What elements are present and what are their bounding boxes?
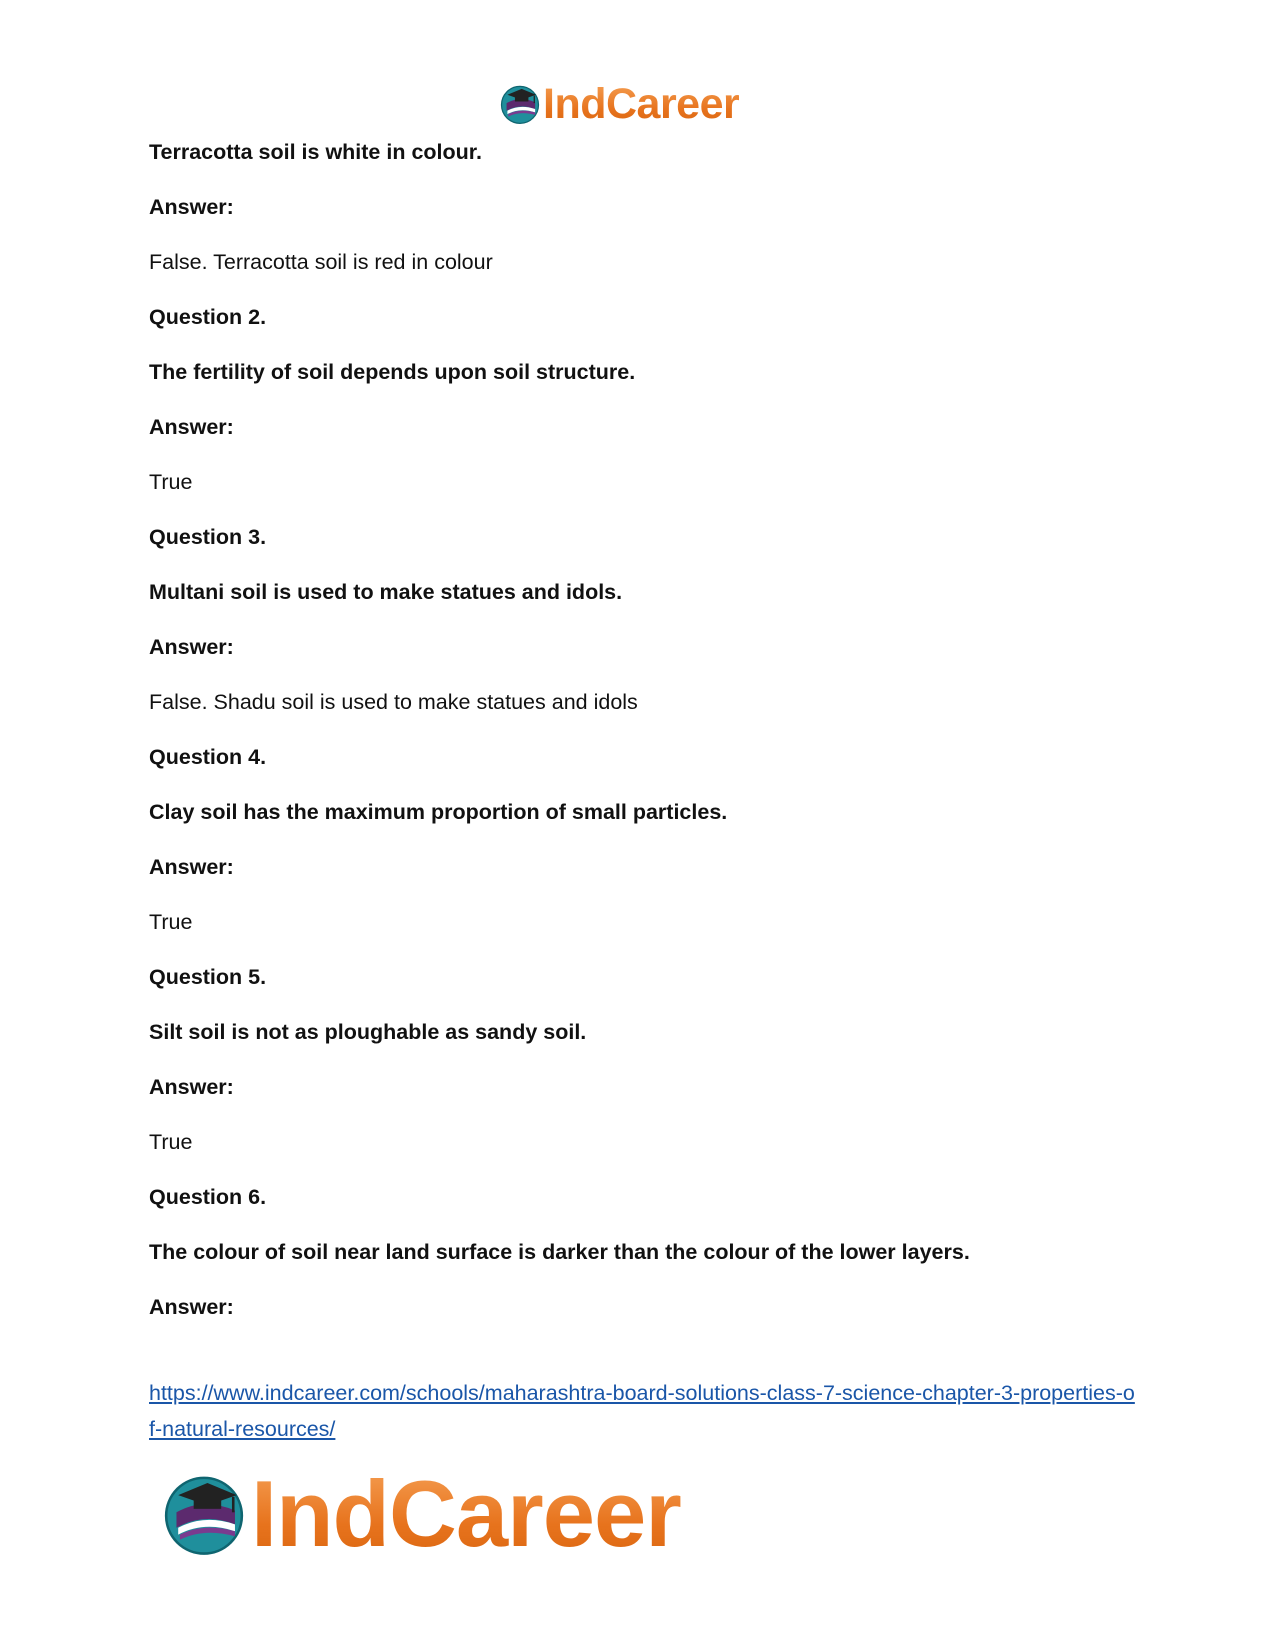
answer-text: True — [149, 470, 193, 494]
question-number: Question 5. — [149, 965, 267, 989]
question-number: Question 4. — [149, 745, 267, 769]
question-number: Question 3. — [149, 525, 267, 549]
answer-label: Answer: — [149, 415, 234, 439]
logo-text: IndCareer — [543, 79, 740, 128]
graduation-cap-book-globe-icon — [499, 83, 541, 125]
question-text: Silt soil is not as ploughable as sandy soil. — [149, 1020, 587, 1044]
question-text: The colour of soil near land surface is darker than the colour of the lower layers. — [149, 1240, 970, 1264]
answer-label: Answer: — [149, 195, 234, 219]
question-text: Terracotta soil is white in colour. — [149, 140, 482, 164]
footer-logo — [161, 1461, 681, 1566]
logo-text: IndCareer — [251, 1461, 681, 1566]
answer-text: True — [149, 910, 193, 934]
document-body — [149, 140, 1149, 1350]
question-text: The fertility of soil depends upon soil structure. — [149, 360, 636, 384]
answer-label: Answer: — [149, 635, 234, 659]
header-logo — [499, 80, 739, 128]
answer-text: False. Shadu soil is used to make statues and idols — [149, 690, 638, 714]
answer-label: Answer: — [149, 855, 234, 879]
question-number: Question 2. — [149, 305, 267, 329]
question-text: Multani soil is used to make statues and idols. — [149, 580, 623, 604]
answer-text: False. Terracotta soil is red in colour — [149, 250, 493, 274]
graduation-cap-book-globe-icon — [161, 1471, 247, 1557]
answer-label: Answer: — [149, 1075, 234, 1099]
answer-text: True — [149, 1130, 193, 1154]
answer-label: Answer: — [149, 1295, 234, 1319]
question-text: Clay soil has the maximum proportion of small particles. — [149, 800, 728, 824]
question-number: Question 6. — [149, 1185, 267, 1209]
source-link[interactable]: https://www.indcareer.com/schools/maharashtra-board-solutions-class-7-science-chapter-3-properties-of-natural-resources/ — [149, 1381, 1135, 1441]
